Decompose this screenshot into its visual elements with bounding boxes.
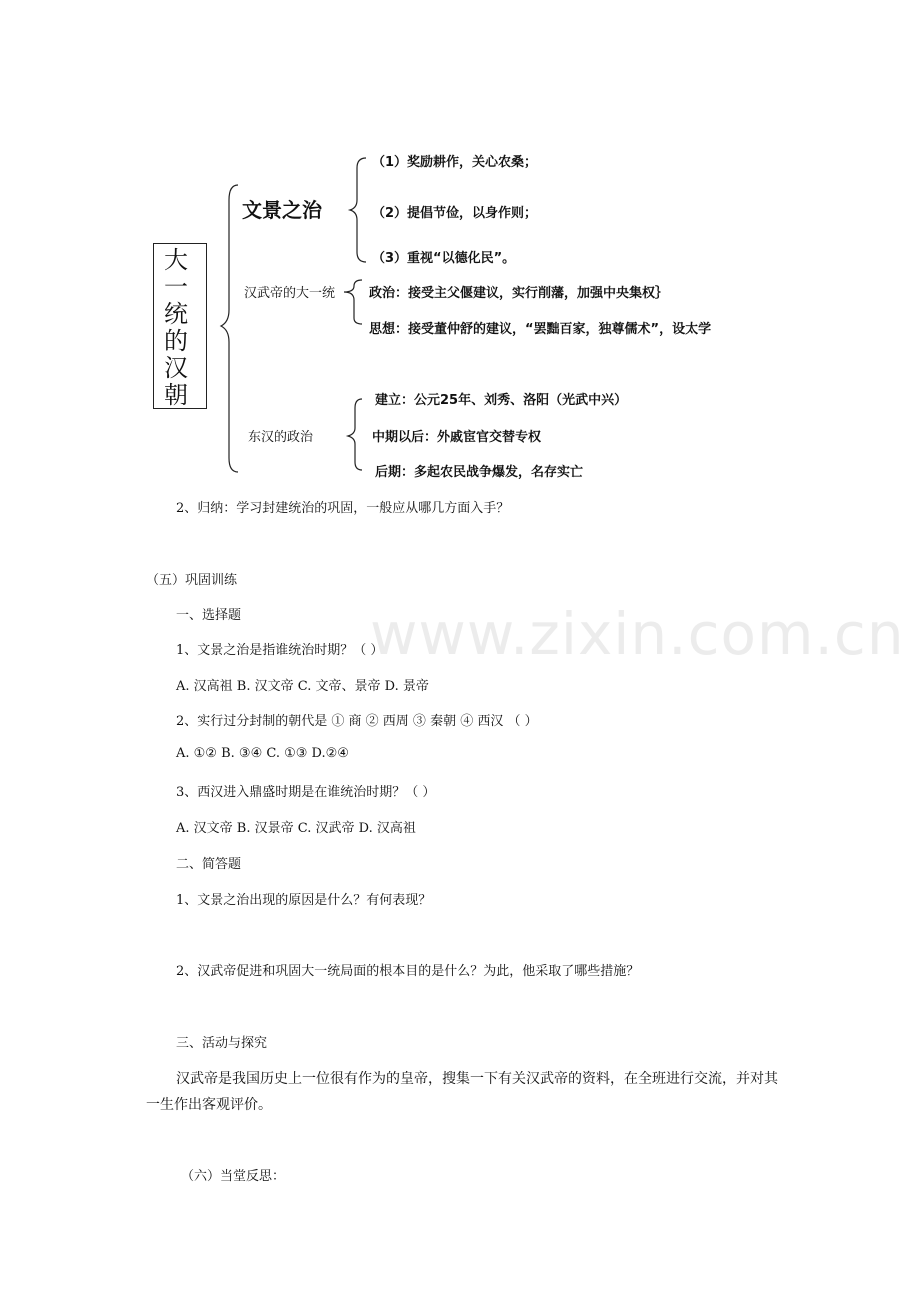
- branch-wenjing-label: 文景之治: [242, 198, 322, 222]
- wudi-item: 政治：接受主父偃建议，实行削藩，加强中央集权｝: [369, 286, 669, 301]
- donghan-item: 建立：公元25年、刘秀、洛阳（光武中兴）: [375, 393, 628, 408]
- branch-wudi-label: 汉武帝的大一统: [244, 286, 336, 301]
- mc-question-3: 3、西汉进入鼎盛时期是在谁统治时期？（ ）: [176, 785, 436, 800]
- donghan-brace: [348, 399, 362, 470]
- branch-donghan-label: 东汉的政治: [248, 430, 314, 445]
- wudi-item: 思想：接受董仲舒的建议，“罢黜百家，独尊儒术”，设太学: [369, 322, 712, 337]
- activity-text-line-1: 汉武帝是我国历史上一位很有作为的皇帝，搜集一下有关汉武帝的资料，在全班进行交流，并对其: [176, 1071, 778, 1087]
- wenjing-item: （1）奖励耕作，关心农桑；: [372, 155, 538, 170]
- wenjing-item: （3）重视“以德化民”。: [372, 251, 516, 266]
- mc-options-2: A. ①② B. ③④ C. ①③ D.②④: [176, 746, 349, 761]
- part-1-heading: 一、选择题: [176, 608, 242, 623]
- donghan-item: 后期：多起农民战争爆发，名存实亡: [375, 465, 584, 480]
- mc-options-1: A. 汉高祖 B. 汉文帝 C. 文帝、景帝 D. 景帝: [176, 679, 429, 694]
- part-2-heading: 二、简答题: [176, 857, 242, 872]
- donghan-item: 中期以后：外戚宦官交替专权: [372, 430, 542, 445]
- short-answer-2: 2、汉武帝促进和巩固大一统局面的根本目的是什么？为此，他采取了哪些措施？: [176, 964, 640, 979]
- watermark: www.zixin.com.cn: [370, 600, 905, 668]
- mc-options-3: A. 汉文帝 B. 汉景帝 C. 汉武帝 D. 汉高祖: [176, 821, 416, 836]
- wenjing-item: （2）提倡节俭，以身作则；: [372, 206, 538, 221]
- activity-text-line-2: 一生作出客观评价。: [146, 1097, 272, 1113]
- wudi-brace: [344, 280, 362, 324]
- question-2: 2、归纳：学习封建统治的巩固，一般应从哪几方面入手？: [176, 501, 510, 516]
- mc-question-1: 1、文景之治是指谁统治时期？（ ）: [176, 643, 384, 658]
- part-3-heading: 三、活动与探究: [176, 1036, 268, 1051]
- section-6-heading: （六）当堂反思：: [181, 1169, 286, 1184]
- short-answer-1: 1、文景之治出现的原因是什么？有何表现？: [176, 893, 432, 908]
- wenjing-brace: [350, 158, 366, 262]
- root-title: 大一统的汉朝: [164, 246, 188, 409]
- main-brace: [221, 185, 238, 472]
- mc-question-2: 2、实行过分封制的朝代是 ① 商 ② 西周 ③ 秦朝 ④ 西汉 （ ）: [176, 714, 538, 729]
- section-5-heading: （五）巩固训练: [146, 573, 238, 588]
